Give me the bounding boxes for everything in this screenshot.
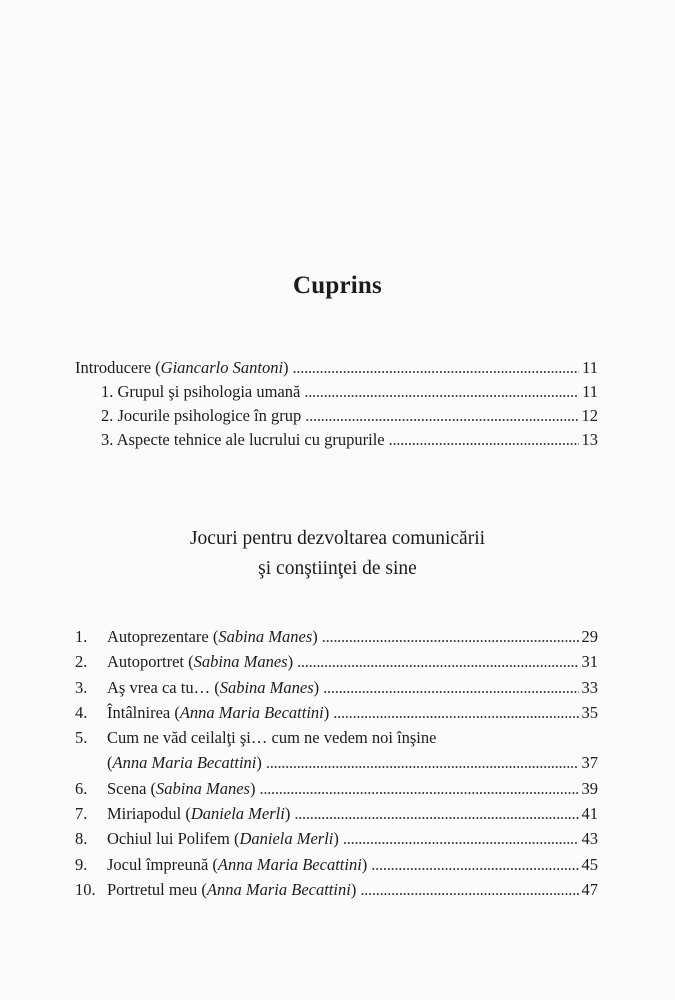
- toc-entry-number: 8.: [75, 829, 88, 849]
- toc-page-number: 11: [582, 382, 598, 401]
- toc-entry-text: Ochiul lui Polifem (Daniela Merli): [107, 829, 339, 849]
- dot-leader: [323, 675, 578, 700]
- dot-leader: [259, 776, 578, 801]
- toc-entry-introducere[interactable]: [75, 356, 598, 380]
- toc-entry-author: Anna Maria Becattini: [217, 854, 362, 874]
- toc-entry-author: Sabina Manes: [193, 652, 288, 672]
- toc-entry-number: 6.: [75, 778, 88, 798]
- toc-page-number: 35: [581, 702, 598, 722]
- toc-page-number: 39: [581, 778, 598, 798]
- toc-page-number: 12: [581, 406, 598, 425]
- toc-entry-game-4[interactable]: [75, 700, 598, 725]
- toc-entry-label: 1. Grupul şi psihologia umană: [101, 382, 301, 401]
- toc-page-number: 31: [581, 652, 598, 672]
- section-heading: [0, 524, 675, 584]
- toc-entry-author: Anna Maria Becattini: [112, 753, 257, 773]
- toc-entry-number: 1.: [75, 627, 88, 646]
- toc-page-number: 13: [581, 430, 598, 449]
- toc-entry-text: Portretul meu (Anna Maria Becattini): [107, 879, 357, 899]
- toc-entry-aspecte[interactable]: [75, 428, 598, 452]
- toc-entry-game-3[interactable]: [75, 675, 598, 700]
- toc-entry-game-1[interactable]: [75, 624, 598, 649]
- toc-entry-label: Jocul împreună: [107, 854, 209, 874]
- dot-leader: [294, 801, 578, 826]
- toc-entry-author: Daniela Merli: [190, 804, 285, 824]
- dot-leader: [297, 649, 578, 674]
- toc-entry-text: Scena (Sabina Manes): [107, 778, 256, 798]
- toc-entry-label: Aş vrea ca tu…: [107, 677, 211, 697]
- toc-entry-number: 7.: [75, 804, 88, 824]
- dot-leader: [360, 877, 578, 902]
- toc-entry-number: 10.: [75, 879, 96, 899]
- toc-page-number: 47: [581, 879, 598, 899]
- dot-leader: [293, 356, 580, 380]
- toc-entry-text: Autoprezentare (Sabina Manes): [107, 627, 318, 646]
- dot-leader: [266, 750, 579, 775]
- toc-entry-text: Miriapodul (Daniela Merli): [107, 804, 291, 824]
- toc-entry-game-10[interactable]: [75, 877, 598, 902]
- toc-entry-game-6[interactable]: [75, 776, 598, 801]
- dot-leader: [389, 428, 579, 452]
- toc-entry-label: Cum ne văd ceilalţi şi… cum ne vedem noi înşine: [107, 728, 437, 748]
- toc-entry-label: Portretul meu: [107, 879, 198, 899]
- toc-entry-label: Autoprezentare: [107, 627, 209, 646]
- toc-entry-author: Giancarlo Santoni: [160, 358, 284, 377]
- toc-entry-text: Jocul împreună (Anna Maria Becattini): [107, 854, 368, 874]
- toc-entry-game-5-continued[interactable]: [75, 750, 598, 775]
- page-title: Cuprins: [293, 272, 382, 299]
- toc-entry-number: 5.: [75, 728, 88, 748]
- toc-entry-game-7[interactable]: [75, 801, 598, 826]
- toc-page-number: 43: [581, 829, 598, 849]
- toc-entry-game-8[interactable]: [75, 826, 598, 851]
- toc-entry-number: 9.: [75, 854, 88, 874]
- toc-entry-jocurile[interactable]: [75, 404, 598, 428]
- intro-toc: [75, 356, 598, 452]
- toc-entry-text: Aş vrea ca tu… (Sabina Manes): [107, 677, 320, 697]
- toc-page-number: 29: [581, 627, 598, 646]
- toc-entry-author: Sabina Manes: [219, 677, 314, 697]
- toc-entry-author: Anna Maria Becattini: [206, 879, 351, 899]
- toc-entry-label: Autoportret: [107, 652, 184, 672]
- toc-entry-label: Introducere: [75, 358, 152, 377]
- toc-entry-label: 3. Aspecte tehnice ale lucrului cu grupurile: [101, 430, 385, 449]
- dot-leader: [322, 624, 579, 649]
- toc-entry-text: (Anna Maria Becattini): [107, 753, 262, 773]
- toc-entry-text: Întâlnirea (Anna Maria Becattini): [107, 702, 330, 722]
- toc-entry-label: 2. Jocurile psihologice în grup: [101, 406, 302, 425]
- toc-entry-game-9[interactable]: [75, 852, 598, 877]
- section-heading-line-2: şi conştiinţei de sine: [258, 558, 417, 579]
- toc-entry-label: Scena: [107, 778, 147, 798]
- section-heading-line-1: Jocuri pentru dezvoltarea comunicării: [189, 528, 486, 549]
- dot-leader: [304, 380, 579, 404]
- toc-entry-label: Miriapodul: [107, 804, 182, 824]
- dot-leader: [371, 852, 578, 877]
- toc-entry-text: Introducere (Giancarlo Santoni): [75, 358, 289, 377]
- toc-entry-game-5[interactable]: [75, 725, 598, 750]
- toc-page-number: 33: [581, 677, 598, 697]
- toc-entry-game-2[interactable]: [75, 649, 598, 674]
- toc-entry-grupul[interactable]: [75, 380, 598, 404]
- toc-entry-label: Ochiul lui Polifem: [107, 829, 230, 849]
- dot-leader: [333, 700, 578, 725]
- toc-entry-number: 3.: [75, 677, 88, 697]
- dot-leader: [343, 826, 579, 851]
- toc-page-number: 11: [582, 358, 598, 377]
- toc-entry-label: Întâlnirea: [107, 702, 171, 722]
- toc-page-number: 37: [581, 753, 598, 773]
- games-toc: [75, 624, 598, 902]
- toc-page-number: 45: [581, 854, 598, 874]
- toc-entry-author: Daniela Merli: [239, 829, 334, 849]
- dot-leader: [305, 404, 578, 428]
- toc-entry-author: Sabina Manes: [218, 627, 313, 646]
- toc-entry-number: 4.: [75, 702, 88, 722]
- toc-entry-text: Autoportret (Sabina Manes): [107, 652, 294, 672]
- toc-page-number: 41: [581, 804, 598, 824]
- toc-entry-number: 2.: [75, 652, 88, 672]
- toc-entry-author: Anna Maria Becattini: [179, 702, 324, 722]
- toc-entry-author: Sabina Manes: [156, 778, 250, 798]
